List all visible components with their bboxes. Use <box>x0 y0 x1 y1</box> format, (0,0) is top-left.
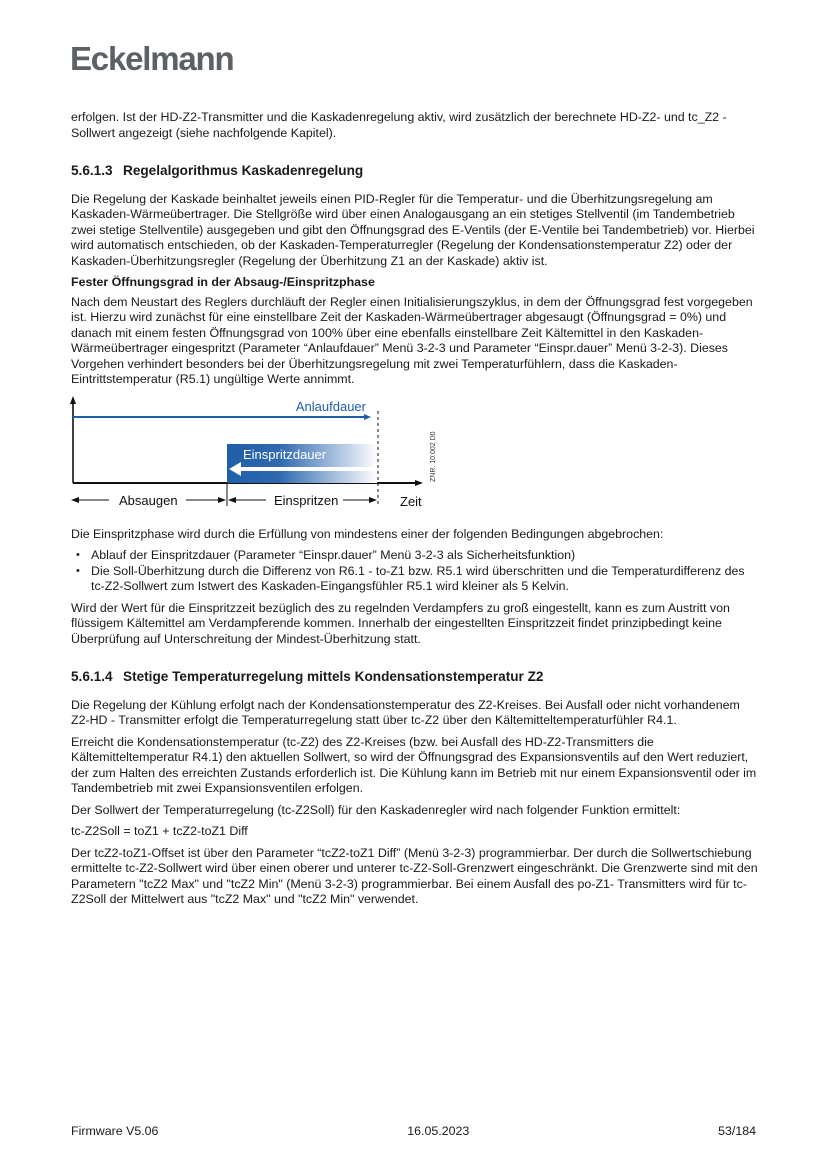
zeit-label: Zeit <box>400 493 422 509</box>
paragraph: Der Sollwert der Temperaturregelung (tc-Z2Soll) für den Kaskadenregler wird nach folgender Funktion ermittelt: <box>71 802 681 817</box>
subheading: Fester Öffnungsgrad in der Absaug-/Einspritzphase <box>71 275 375 289</box>
x-axis-arrow-icon <box>415 480 423 486</box>
drawing-number: ZNR. 10 002 D0 <box>430 430 437 482</box>
intro-paragraph: erfolgen. Ist der HD-Z2-Transmitter und die Kaskadenregelung aktiv, wird zusätzlich der berechnete HD-Z2- und tc_Z2 - Sollwert angezeigt (siehe nachfolgende Kapitel). <box>71 110 727 140</box>
abort-conditions-list <box>71 548 761 595</box>
page-content <box>71 110 761 914</box>
section-heading-5614 <box>71 669 761 685</box>
anlaufdauer-arrow-icon <box>364 414 371 420</box>
timing-diagram-svg <box>61 394 461 521</box>
list-item: • Ablauf der Einspritzdauer (Parameter “Einspr.dauer” Menü 3-2-3 als Sicherheitsfunktion) <box>91 548 761 564</box>
paragraph: Die Regelung der Kaskade beinhaltet jeweils einen PID-Regler für die Temperatur- und die Überhitzungsregelung am Kaskaden-Wärmeübertrager. Die Stellgröße wird über einen Analogausgang an ein stetiges Stellventil (im Tandembetrieb zwei stetige Stellventile) ausgegeben und gibt den Öffnungsgrad des E-Ventils (der E-Ventile bei Tandembetrieb) vor. Hierbei wird automatisch entschieden, ob der Kaskaden-Temperaturregler (Regelung der Kondensationstemperatur Z2) oder der Kaskaden-Überhitzungsregler (Regelung der Überhitzung Z1 an der Kaskade) aktiv ist. <box>71 191 755 268</box>
y-axis-arrow-icon <box>70 396 76 404</box>
phase-timing-diagram <box>61 394 761 521</box>
paragraph: Die Regelung der Kühlung erfolgt nach der Kondensationstemperatur des Z2-Kreises. Bei Ausfall oder nicht vorhandenem Z2-HD - Transmitter erfolgt die Temperaturregelung statt über tc-Z2 über den Kältemitteltemperaturfühler R4.1. <box>71 697 740 727</box>
section-heading-5613 <box>71 163 761 179</box>
anlaufdauer-label: Anlaufdauer <box>295 398 366 414</box>
page-number: 53/184 <box>718 1124 756 1138</box>
paragraph: Nach dem Neustart des Reglers durchläuft der Regler einen Initialisierungszyklus, in dem der Öffnungsgrad fest vorgegeben ist. Hierzu wird zunächst für eine einstellbare Zeit der Kaskaden-Wärmeübertrager abgesaugt (Öffnungsgrad = 0%) und danach mit einem festen Öffnungsgrad von 100% über eine ebenfalls einstellbare Zeit Kältemittel in den Kaskaden-Wärmeübertrager eingespritzt (Parameter “Anlaufdauer” Menü 3-2-3 und Parameter “Einspr.dauer” Menü 3-2-3). Dieses Vorgehen verhindert besonders bei der Überhitzungsregelung mit zwei Temperaturfühlern, dass die Kaskaden-Eintrittstemperatur (R5.1) ungültige Werte annimmt. <box>71 294 753 386</box>
einspritzdauer-label: Einspritzdauer <box>243 446 327 462</box>
list-item: • Die Soll-Überhitzung durch die Differenz von R6.1 - to-Z1 bzw. R5.1 wird überschritten und die Temperaturdifferenz des tc-Z2-Sollwert zum Istwert des Kaskaden-Eingangsfühler R5.1 wird kleiner als 5 Kelvin. <box>91 564 761 595</box>
paragraph: Wird der Wert für die Einspritzzeit bezüglich des zu regelnden Verdampfers zu groß eingestellt, kann es zum Austritt von flüssigem Kältemittel am Verdampferende kommen. Innerhalb der eingestellten Einspritzzeit findet prinzipbedingt keine Überprüfung auf Unterschreitung der Mindest-Überhitzung statt. <box>71 600 730 646</box>
paragraph: Erreicht die Kondensationstemperatur (tc-Z2) des Z2-Kreises (bzw. bei Ausfall des HD-Z2-Transmitters die Kältemitteltemperatur R4.1) den aktuellen Sollwert, so wird der Öffnungsgrad des Expansionsventils auf den Wert reduziert, der zum Halten des erreichten Zustands erforderlich ist. Die Kühlung kann im Betrieb mit nur einem Expansionsventil oder im Tandembetrieb mit zwei Expansionsventilen erfolgen. <box>71 734 757 795</box>
section-title: Regelalgorithmus Kaskadenregelung <box>123 163 364 178</box>
firmware-version: Firmware V5.06 <box>71 1124 159 1138</box>
section-title: Stetige Temperaturregelung mittels Kondensationstemperatur Z2 <box>123 669 544 684</box>
paragraph: Die Einspritzphase wird durch die Erfüllung von mindestens einer der folgenden Bedingungen abgebrochen: <box>71 526 664 541</box>
formula: tc-Z2Soll = toZ1 + tcZ2-toZ1 Diff <box>71 824 248 838</box>
company-logo: Eckelmann <box>70 40 234 77</box>
einspritzen-label: Einspritzen <box>274 492 339 508</box>
section-number: 5.6.1.3 <box>71 163 113 178</box>
section-number: 5.6.1.4 <box>71 669 113 684</box>
paragraph: Der tcZ2-toZ1-Offset ist über den Parameter “tcZ2-toZ1 Diff” (Menü 3-2-3) programmierbar. Der durch die Sollwertschiebung ermittelte tc-Z2-Sollwert wird über einen oberer und unterer tc-Z2-Soll-Grenzwert eingeschränkt. Die Grenzwerte sind mit den Parametern "tcZ2 Max" und "tcZ2 Min" (Menü 3-2-3) programmierbar. Bei einem Ausfall des po-Z1- Transmitters wird für tc-Z2Soll der Mittelwert aus "tcZ2 Max" und "tcZ2 Min" verwendet. <box>71 845 758 906</box>
absaugen-label: Absaugen <box>119 492 178 508</box>
page-footer <box>71 1124 756 1138</box>
document-date: 16.05.2023 <box>407 1124 470 1138</box>
